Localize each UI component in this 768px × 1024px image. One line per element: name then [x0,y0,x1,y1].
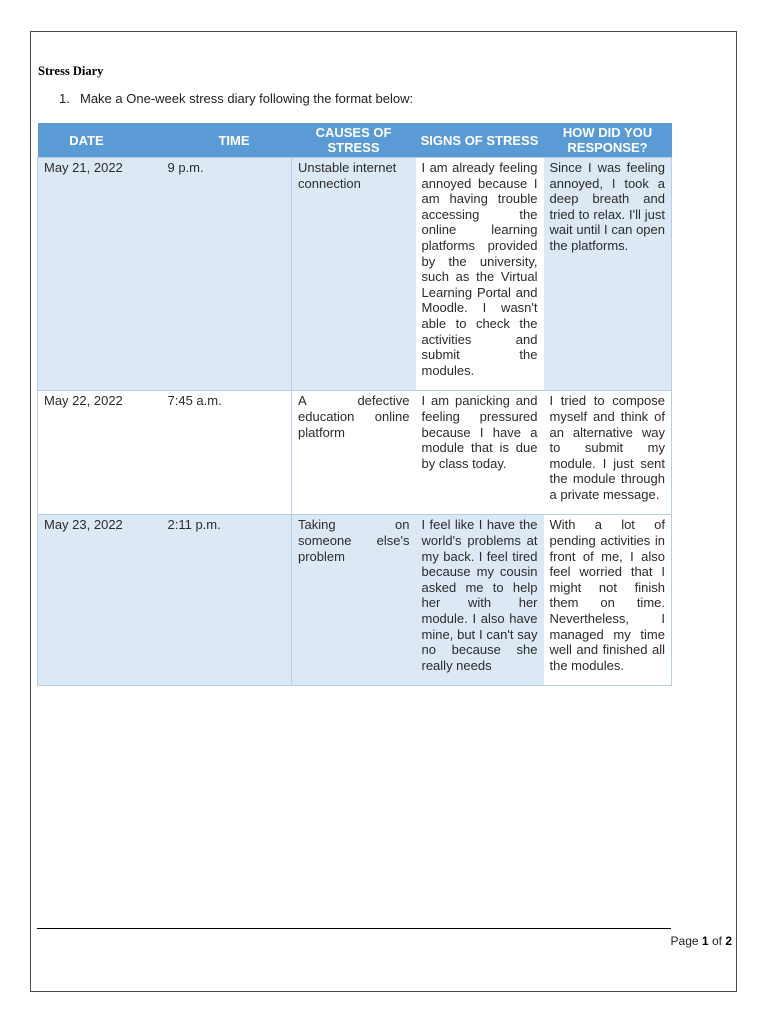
header-response: HOW DID YOU RESPONSE? [544,123,672,158]
cell-response: With a lot of pending activities in front of me, I also feel worried that I might not finish them on time. Nevertheless, I managed my time well and finished all the modules. [544,515,672,686]
table-row [38,391,672,515]
header-causes: CAUSES OF STRESS [292,123,416,158]
instruction-item [59,91,413,106]
cell-cause: A defective education online platform [292,391,416,515]
footer-divider [37,928,671,929]
table-header-row [38,123,672,158]
header-time: TIME [162,123,292,158]
cell-time: 7:45 a.m. [162,391,292,515]
document-heading: Stress Diary [38,64,104,78]
header-date: DATE [38,123,162,158]
cell-date: May 22, 2022 [38,391,162,515]
cell-signs: I am panicking and feeling pressured because I have a module that is due by class today. [416,391,544,515]
of-label: of [711,934,722,948]
cell-date: May 21, 2022 [38,158,162,391]
cell-time: 9 p.m. [162,158,292,391]
total-pages-number: 2 [725,934,732,948]
cell-response: Since I was feeling annoyed, I took a deep breath and tried to relax. I'll just wait until I can open the platforms. [544,158,672,391]
table-row [38,158,672,391]
page-label: Page [670,934,699,948]
header-signs: SIGNS OF STRESS [416,123,544,158]
stress-diary-table [37,123,672,686]
cell-signs: I am already feeling annoyed because I am having trouble accessing the online learning platforms provided by the university, such as the Virtual Learning Portal and Moodle. I wasn't able to check the activities and submit the modules. [416,158,544,391]
table-row [38,515,672,686]
cell-date: May 23, 2022 [38,515,162,686]
current-page-number: 1 [701,934,709,948]
instruction-text: Make a One-week stress diary following the format below: [80,91,414,106]
page-footer [671,934,732,948]
cell-signs: I feel like I have the world's problems at my back. I feel tired because my cousin asked me to help her with her module. I also have mine, but I can't say no because she really needs [416,515,544,686]
cell-cause: Taking on someone else's problem [292,515,416,686]
cell-time: 2:11 p.m. [162,515,292,686]
instruction-number: 1. [59,91,70,106]
cell-cause: Unstable internet connection [292,158,416,391]
cell-response: I tried to compose myself and think of an alternative way to submit my module. I just sent the module through a private message. [544,391,672,515]
